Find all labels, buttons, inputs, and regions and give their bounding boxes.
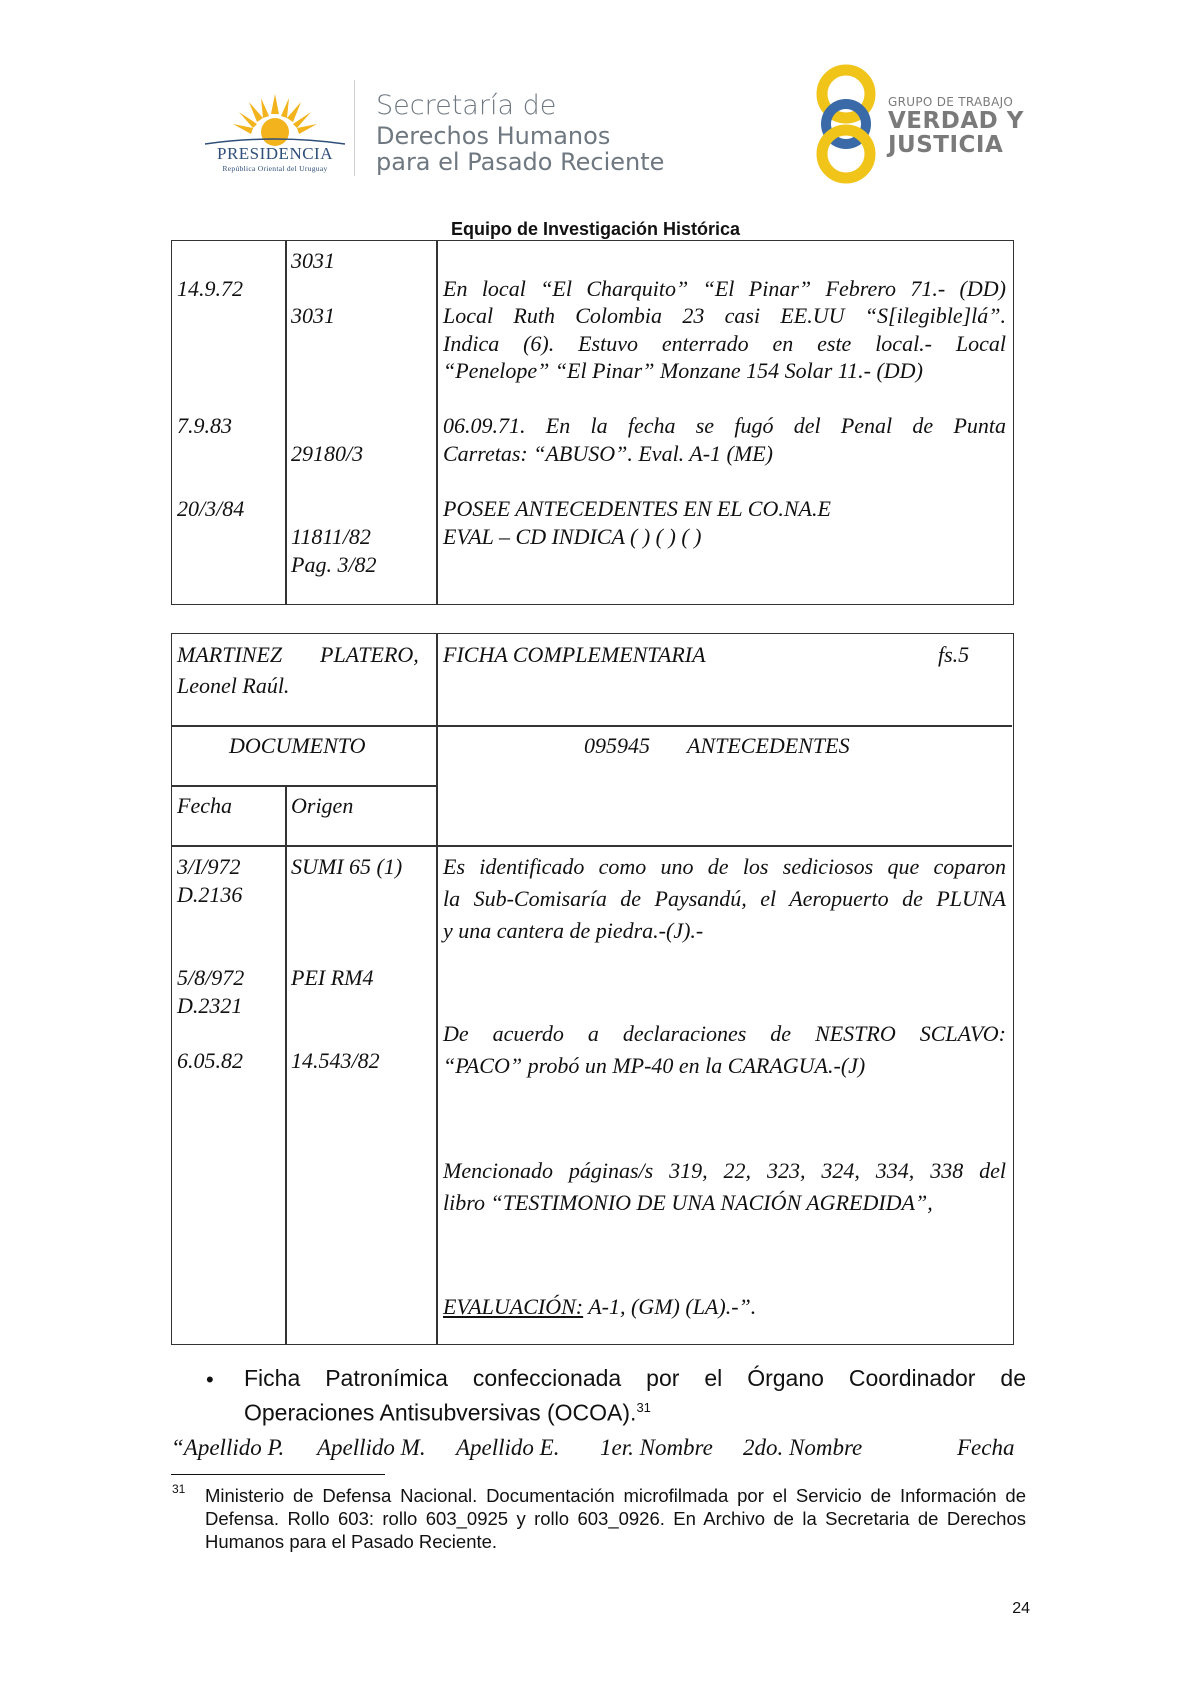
t1-row3-fecha: 20/3/84	[177, 496, 245, 521]
t2-row2-origen: PEI RM4	[291, 965, 374, 990]
t2-evaluacion	[443, 1293, 756, 1321]
t2-col-fecha: Fecha	[177, 793, 232, 818]
footnote-number: 31	[172, 1482, 186, 1496]
t1-row2-texto-1: 06.09.71. En la fecha se fugó del Penal de Punta	[443, 413, 1006, 438]
presidencia-subtitle: República Oriental del Uruguay	[222, 164, 328, 173]
t1-row1-origen-b: 3031	[291, 303, 335, 328]
t2-texto1-line3: y una cantera de piedra.-(J).-	[443, 918, 704, 943]
t2-texto1-line1: Es identificado como uno de los sediciosos que coparon	[443, 854, 1006, 879]
t1-row1-texto-2: Local Ruth Colombia 23 casi EE.UU “S[ilegible]lá”.	[443, 303, 1006, 328]
t2-row1-fecha-a: 3/I/972	[177, 854, 241, 879]
t1-row3-texto-1: POSEE ANTECEDENTES EN EL CO.NA.E	[443, 496, 831, 521]
t2-row2-fecha-b: D.2321	[177, 993, 243, 1018]
apellidos-col2: Apellido M.	[317, 1435, 426, 1460]
t2-name-line2: Leonel Raúl.	[177, 673, 290, 698]
t2-texto2-line2: “PACO” probó un MP-40 en la CARAGUA.-(J)	[443, 1053, 866, 1078]
t2-evaluacion-value: A-1, (GM) (LA).-”.	[583, 1294, 757, 1319]
bullet-line2: Operaciones Antisubversivas (OCOA).	[244, 1399, 637, 1426]
header-divider	[354, 80, 355, 176]
t2-row2-fecha-a: 5/8/972	[177, 965, 245, 990]
t2-col-origen: Origen	[291, 793, 354, 818]
footnote-separator	[171, 1474, 385, 1475]
t2-texto3-line1: Mencionado páginas/s 319, 22, 323, 324, 334, 338 del	[443, 1158, 1006, 1183]
page-number: 24	[1012, 1600, 1030, 1617]
justicia-label: JUSTICIA	[888, 132, 1004, 158]
t2-documento-label: DOCUMENTO	[229, 733, 366, 758]
footnote-text: Ministerio de Defensa Nacional. Documentación microfilmada por el Servicio de Información de Defensa. Rollo 603: rollo 603_0925 y rollo 603_0926. En Archivo de la Secretaria de Derechos Humanos para el Pasado Reciente.	[205, 1485, 1026, 1552]
apellidos-col4: 1er. Nombre	[600, 1435, 713, 1460]
t1-row1-fecha: 14.9.72	[177, 276, 243, 301]
t2-texto2-line1: De acuerdo a declaraciones de NESTRO SCLAVO:	[443, 1021, 1006, 1046]
t2-name-a: MARTINEZ	[177, 642, 283, 667]
t1-row3-origen-b: Pag. 3/82	[291, 552, 377, 577]
verdad-label: VERDAD Y	[888, 108, 1024, 134]
apellidos-col1: “Apellido P.	[171, 1435, 285, 1460]
t1-row2-texto-2: Carretas: “ABUSO”. Eval. A-1 (ME)	[443, 441, 773, 466]
t1-row2-fecha: 7.9.83	[177, 413, 232, 438]
presidencia-label: PRESIDENCIA	[216, 144, 333, 163]
t1-row3-texto-2: EVAL – CD INDICA ( ) ( ) ( )	[443, 524, 702, 549]
t2-folio: fs.5	[938, 642, 970, 667]
bullet-paragraph	[244, 1364, 1026, 1428]
apellidos-col6: Fecha	[957, 1435, 1015, 1460]
secretaria-line3: para el Pasado Reciente	[376, 148, 665, 176]
t2-numero: 095945	[584, 733, 650, 758]
t2-row1-origen: SUMI 65 (1)	[291, 854, 403, 879]
secretaria-line1: Secretaría de	[376, 90, 557, 121]
t2-row3-origen: 14.543/82	[291, 1048, 380, 1073]
t2-antecedentes-label: ANTECEDENTES	[687, 733, 850, 758]
t1-row1-texto-3: Indica (6). Estuvo enterrado en este local.- Local	[443, 331, 1006, 356]
secretaria-line2: Derechos Humanos	[376, 122, 611, 150]
t2-ficha-label: FICHA COMPLEMENTARIA	[443, 642, 706, 667]
t2-texto1-line2: la Sub-Comisaría de Paysandú, el Aeropuerto de PLUNA	[443, 886, 1006, 911]
t1-row3-origen-a: 11811/82	[291, 524, 371, 549]
t2-row3-fecha: 6.05.82	[177, 1048, 243, 1073]
t2-row1-fecha-b: D.2136	[177, 882, 243, 907]
t1-row1-texto-1: En local “El Charquito” “El Pinar” Febrero 71.- (DD)	[443, 276, 1006, 301]
t1-row1-origen-a: 3031	[291, 248, 335, 273]
apellidos-col3: Apellido E.	[456, 1435, 560, 1460]
team-title: Equipo de Investigación Histórica	[450, 219, 741, 239]
bullet-line1: Ficha Patronímica confeccionada por el Órgano Coordinador de	[244, 1365, 1026, 1391]
t2-evaluacion-label: EVALUACIÓN:	[443, 1294, 584, 1319]
t2-name-b: PLATERO,	[320, 642, 419, 667]
bullet-dot: •	[206, 1367, 214, 1392]
footnote-ref[interactable]: 31	[636, 1400, 651, 1415]
t2-texto3-line2: libro “TESTIMONIO DE UNA NACIÓN AGREDIDA”,	[443, 1190, 933, 1215]
t1-row2-origen: 29180/3	[291, 441, 364, 466]
grupo-trabajo-label: GRUPO DE TRABAJO	[888, 95, 1014, 109]
apellidos-col5: 2do. Nombre	[743, 1435, 863, 1460]
t1-row1-texto-4: “Penelope” “El Pinar” Monzane 154 Solar 11.- (DD)	[443, 358, 923, 383]
